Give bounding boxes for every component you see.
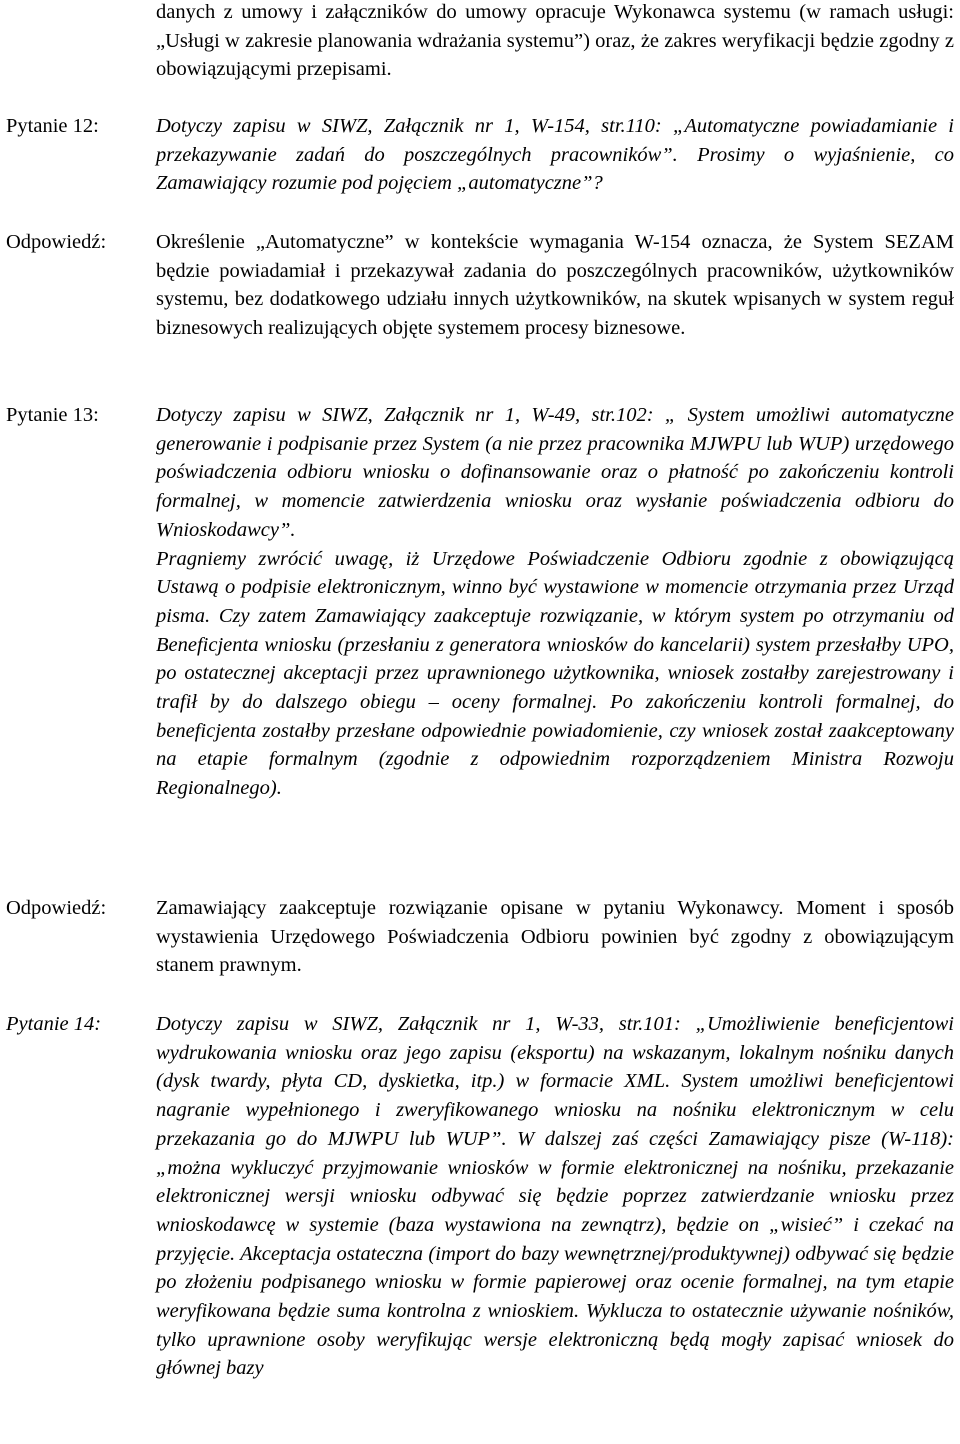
- question-text: Dotyczy zapisu w SIWZ, Załącznik nr 1, W-154, str.110: „Automatyczne powiadamianie i przekazywanie zadań do poszczególnych pracowników”. Prosimy o wyjaśnienie, co Zamawiający rozumie pod pojęciem „automatyczne”?: [156, 115, 954, 195]
- question-label: Pytanie 13:: [6, 404, 99, 426]
- question-label: Pytanie 14:: [6, 1013, 102, 1035]
- answer-text: Określenie „Automatyczne” w kontekście wymagania W-154 oznacza, że System SEZAM będzie powiadamiał i przekazywał zadania do poszczególnych pracowników, użytkowników systemu, bez dodatkowego udziału innych użytkowników, na skutek wpisanych w system reguł biznesowych realizujących objęte systemem procesy biznesowe.: [156, 231, 954, 340]
- answer-text: Zamawiający zaakceptuje rozwiązanie opisane w pytaniu Wykonawcy. Moment i sposób wystawienia Urzędowego Poświadczenia Odbioru powinien być zgodny z obowiązującym stanem prawnym.: [156, 897, 954, 977]
- intro-text: danych z umowy i załączników do umowy opracuje Wykonawca systemu (w ramach usługi: „Usługi w zakresie planowania wdrażania systemu”) oraz, że zakres weryfikacji będzie zgodny z obowiązującymi przepisami.: [156, 1, 954, 81]
- question-label: Pytanie 12:: [6, 115, 99, 137]
- question-paragraph: Pragniemy zwrócić uwagę, iż Urzędowe Poświadczenie Odbioru zgodnie z obowiązującą Ustawą o podpisie elektronicznym, winno być wystawione w momencie otrzymania przez Urząd pisma. Czy zatem Zamawiający zaakceptuje rozwiązanie, w którym system po otrzymaniu od Beneficjenta wniosku (przesłaniu z generatora wniosków do kancelarii) system przesłałby UPO, po ostatecznej akceptacji przez uprawnionego użytkownika, wniosek zostałby zarejestrowany i trafił by do dalszego obiegu – oceny formalnej. Po zakończeniu kontroli formalnej, do beneficjenta zostałby przesłane odpowiednie powiadomienie, czy wniosek został zaakceptowany na etapie formalnym (zgodnie z odpowiednim rozporządzeniem Ministra Rozwoju Regionalnego).: [156, 547, 954, 800]
- answer-label: Odpowiedź:: [6, 897, 107, 919]
- question-text: Dotyczy zapisu w SIWZ, Załącznik nr 1, W-33, str.101: „Umożliwienie beneficjentowi wydrukowania wniosku oraz jego zapisu (eksportu) na wskazanym, lokalnym nośniku danych (dysk twardy, płyta CD, dyskietka, itp.) w formacie XML. System umożliwi beneficjentowi nagranie wypełnionego i zweryfikowanego wniosku na nośniku elektronicznym w celu przekazania go do MJWPU lub WUP”. W dalszej zaś części Zamawiający pisze (W-118): „można wykluczyć przyjmowanie wniosków w formie elektronicznej na nośniku, przekazanie elektronicznej wersji wniosku odbywać się będzie poprzez zatwierdzanie wniosku przez wnioskodawcę w systemie (baza wystawiona na zewnątrz), będzie on „wisieć” i czekać na przyjęcie. Akceptacja ostateczna (import do bazy wewnętrznej/produktywnej) odbywać się będzie po złożeniu podpisanego wniosku w formie papierowej oraz ocenie formalnej, na tym etapie weryfikowana będzie suma kontrolna z wnioskiem. Wyklucza to ostatecznie używanie nośników, tylko uprawnione osoby weryfikując wersje elektroniczną będą mogły zapisać wniosek do głównej bazy: [156, 1013, 954, 1380]
- question-text: [156, 401, 954, 803]
- question-paragraph: Dotyczy zapisu w SIWZ, Załącznik nr 1, W-49, str.102: „ System umożliwi automatyczne generowanie i podpisanie przez System (a nie przez pracownika MJWPU lub WUP) urzędowego poświadczenia odbioru wniosku o dofinansowanie oraz o płatność po zakończeniu kontroli formalnej, w momencie zatwierdzenia wniosku oraz wysłanie poświadczenia odbioru do Wnioskodawcy”.: [156, 404, 954, 541]
- answer-label: Odpowiedź:: [6, 231, 107, 253]
